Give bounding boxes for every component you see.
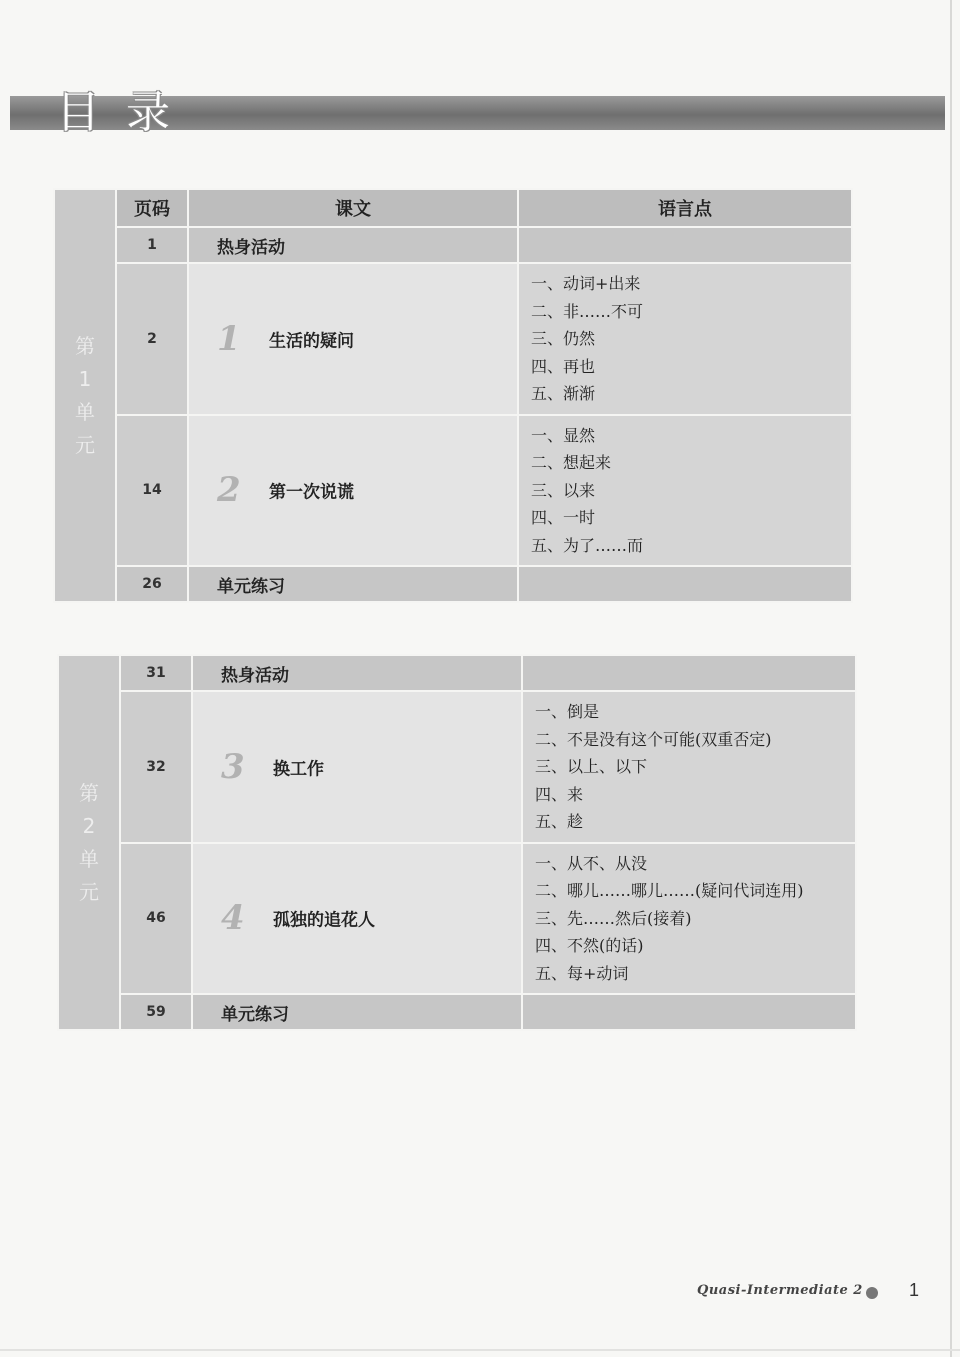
header-text: 课文 [188,189,518,227]
page-number: 14 [116,415,188,567]
lesson-title: 生活的疑问 [269,331,354,352]
list-item: 二、非……不可 [531,301,644,321]
language-points [522,843,856,995]
table-row [54,415,852,567]
lesson-cell [188,415,518,567]
page-number: 2 [116,263,188,415]
table-row [54,566,852,602]
page-number: 26 [116,566,188,602]
header-points: 语言点 [518,189,852,227]
list-item: 二、想起来 [531,453,612,472]
list-item: 四、再也 [531,356,596,376]
table-row [58,691,856,843]
unit-1-table [53,188,853,603]
table-row [58,655,856,691]
lesson-cell [192,691,522,843]
unit-2-label: 第 2 单 元 [58,655,120,1030]
page-number: 1 [116,227,188,263]
page-number: 31 [120,655,192,691]
page-number: 32 [120,691,192,843]
list-item: 五、趁 [535,812,584,831]
list-item: 四、一时 [531,508,596,527]
list-item: 五、为了……而 [531,535,644,555]
list-item: 一、动词+出来 [531,274,641,293]
list-item: 五、渐渐 [531,384,596,403]
list-item: 四、来 [535,784,584,804]
section-title: 热身活动 [188,227,518,263]
list-item: 一、从不、从没 [535,853,648,873]
lesson-number: 2 [217,470,241,511]
empty-points [518,566,852,602]
bullet-dot-icon [866,1287,878,1299]
unit-2-table [57,654,857,1031]
list-item: 一、倒是 [535,702,600,721]
page-number: 46 [120,843,192,995]
list-item: 五、每+动词 [535,963,629,983]
language-points [522,691,856,843]
lesson-number: 4 [221,898,245,939]
empty-points [522,655,856,691]
language-points [518,263,852,415]
header-page: 页码 [116,189,188,227]
page-number: 59 [120,994,192,1030]
list-item: 三、以上、以下 [535,757,648,776]
empty-points [518,227,852,263]
empty-points [522,994,856,1030]
table-row [54,263,852,415]
lesson-title: 孤独的追花人 [273,910,375,931]
list-item: 一、显然 [531,425,596,445]
list-item: 二、哪儿……哪儿……(疑问代词连用) [535,881,804,900]
lesson-cell [188,263,518,415]
page-edge-bottom [0,1349,960,1351]
page-title: 目录 [56,87,196,138]
list-item: 三、先……然后(接着) [535,908,692,928]
lesson-number: 1 [217,318,241,359]
lesson-number: 3 [221,746,245,787]
section-title: 单元练习 [192,994,522,1030]
lesson-title: 第一次说谎 [269,482,354,503]
section-title: 单元练习 [188,566,518,602]
series-name: Quasi-Intermediate 2 [697,1283,863,1298]
page-edge-right [950,0,952,1357]
language-points [518,415,852,567]
page-number-footer: 1 [909,1280,920,1300]
lesson-cell [192,843,522,995]
list-item: 四、不然(的话) [535,936,644,955]
table-row [54,227,852,263]
lesson-title: 换工作 [273,759,324,780]
section-title: 热身活动 [192,655,522,691]
list-item: 三、仍然 [531,329,596,348]
table-row [58,843,856,995]
list-item: 二、不是没有这个可能(双重否定) [535,729,772,749]
list-item: 三、以来 [531,480,596,500]
unit-1-label: 第 1 单 元 [54,189,116,602]
table-row [58,994,856,1030]
